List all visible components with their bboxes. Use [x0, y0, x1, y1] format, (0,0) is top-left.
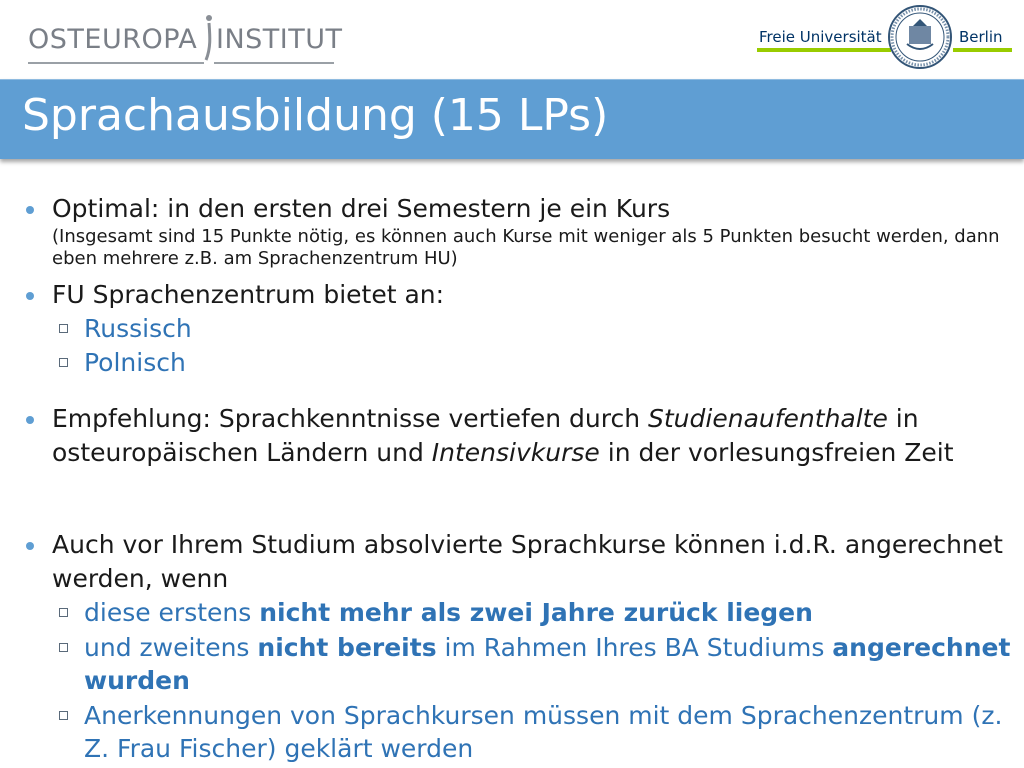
empf-text-studienaufenthalte: Studienaufenthalte — [648, 404, 888, 433]
logo-underline-right — [214, 62, 334, 64]
fu-berlin-logo — [757, 4, 1012, 74]
bullet-fu-colon: : — [435, 280, 445, 309]
square-bullet-icon — [59, 358, 68, 367]
logo-underline-left — [28, 62, 204, 64]
fu-name-text: Freie Universität — [759, 28, 882, 46]
logo-divider-icon — [202, 14, 216, 66]
bullet-optimal-note: (Insgesamt sind 15 Punkte nötig, es können auch Kurse mit weniger als 5 Punkten besucht werden, dann eben mehrere z.B. am Sprachenzentrum HU) — [52, 226, 1000, 269]
fu-line-right — [953, 48, 1012, 52]
square-bullet-icon — [59, 711, 68, 720]
logo-text-institut: INSTITUT — [216, 24, 343, 55]
fu-line-left — [757, 48, 891, 52]
bullet-auch-text: Auch vor Ihrem Studium absolvierte Sprachkurse können i.d.R. angerechnet werden, wenn — [52, 530, 1003, 593]
sub2-text-bold-1: nicht bereits — [257, 633, 437, 662]
title-bar — [0, 79, 1024, 159]
empf-text-c: in osteuropäischen Ländern und — [52, 404, 919, 467]
bullet-fu-sprachenzentrum — [52, 278, 1012, 312]
sub-bullet-nicht-bereits — [84, 631, 1024, 697]
sub-bullet-russisch-text: Russisch — [84, 314, 192, 343]
fu-seal-icon — [887, 4, 953, 70]
sub-bullet-russisch — [84, 312, 1024, 345]
sub-bullet-anerkennungen — [84, 699, 1024, 765]
empf-text-intensivkurse: Intensivkurse — [431, 438, 600, 467]
bullet-empfehlung — [52, 402, 1012, 470]
square-bullet-icon — [59, 608, 68, 617]
bullet-auch — [52, 528, 1012, 596]
sub-bullet-zwei-jahre — [84, 596, 1024, 629]
bullet-fu-text: FU Sprachenzentrum bietet an — [52, 280, 436, 309]
empf-text-e: in der vorlesungsfreien Zeit — [599, 438, 954, 467]
sub-bullet-polnisch — [84, 346, 1024, 379]
sub2-text-bold-2: angerechnet wurden — [84, 633, 1011, 695]
sub-bullet-polnisch-text: Polnisch — [84, 348, 186, 377]
sub2-text-c: im Rahmen Ihres BA Studiums — [436, 633, 833, 662]
square-bullet-icon — [59, 324, 68, 333]
square-bullet-icon — [59, 643, 68, 652]
sub3-text: Anerkennungen von Sprachkursen müssen mit dem Sprachenzentrum (z. Z. Frau Fischer) geklärt werden — [84, 701, 1003, 763]
bullet-dot-icon — [26, 542, 34, 550]
sub2-text-a: und zweitens — [84, 633, 258, 662]
sub1-text-bold: nicht mehr als zwei Jahre zurück liegen — [259, 598, 813, 627]
bullet-optimal — [52, 192, 1012, 270]
bullet-optimal-text: Optimal: in den ersten drei Semestern je ein Kurs — [52, 194, 671, 223]
sub1-text-a: diese erstens — [84, 598, 260, 627]
logo-text-osteuropa: OSTEUROPA — [28, 24, 198, 55]
fu-city-text: Berlin — [959, 28, 1003, 46]
slide-title: Sprachausbildung (15 LPs) — [22, 90, 609, 141]
bullet-dot-icon — [26, 206, 34, 214]
bullet-dot-icon — [26, 292, 34, 300]
bullet-dot-icon — [26, 416, 34, 424]
empf-text-a: Empfehlung: Sprachkenntnisse vertiefen durch — [52, 404, 649, 433]
